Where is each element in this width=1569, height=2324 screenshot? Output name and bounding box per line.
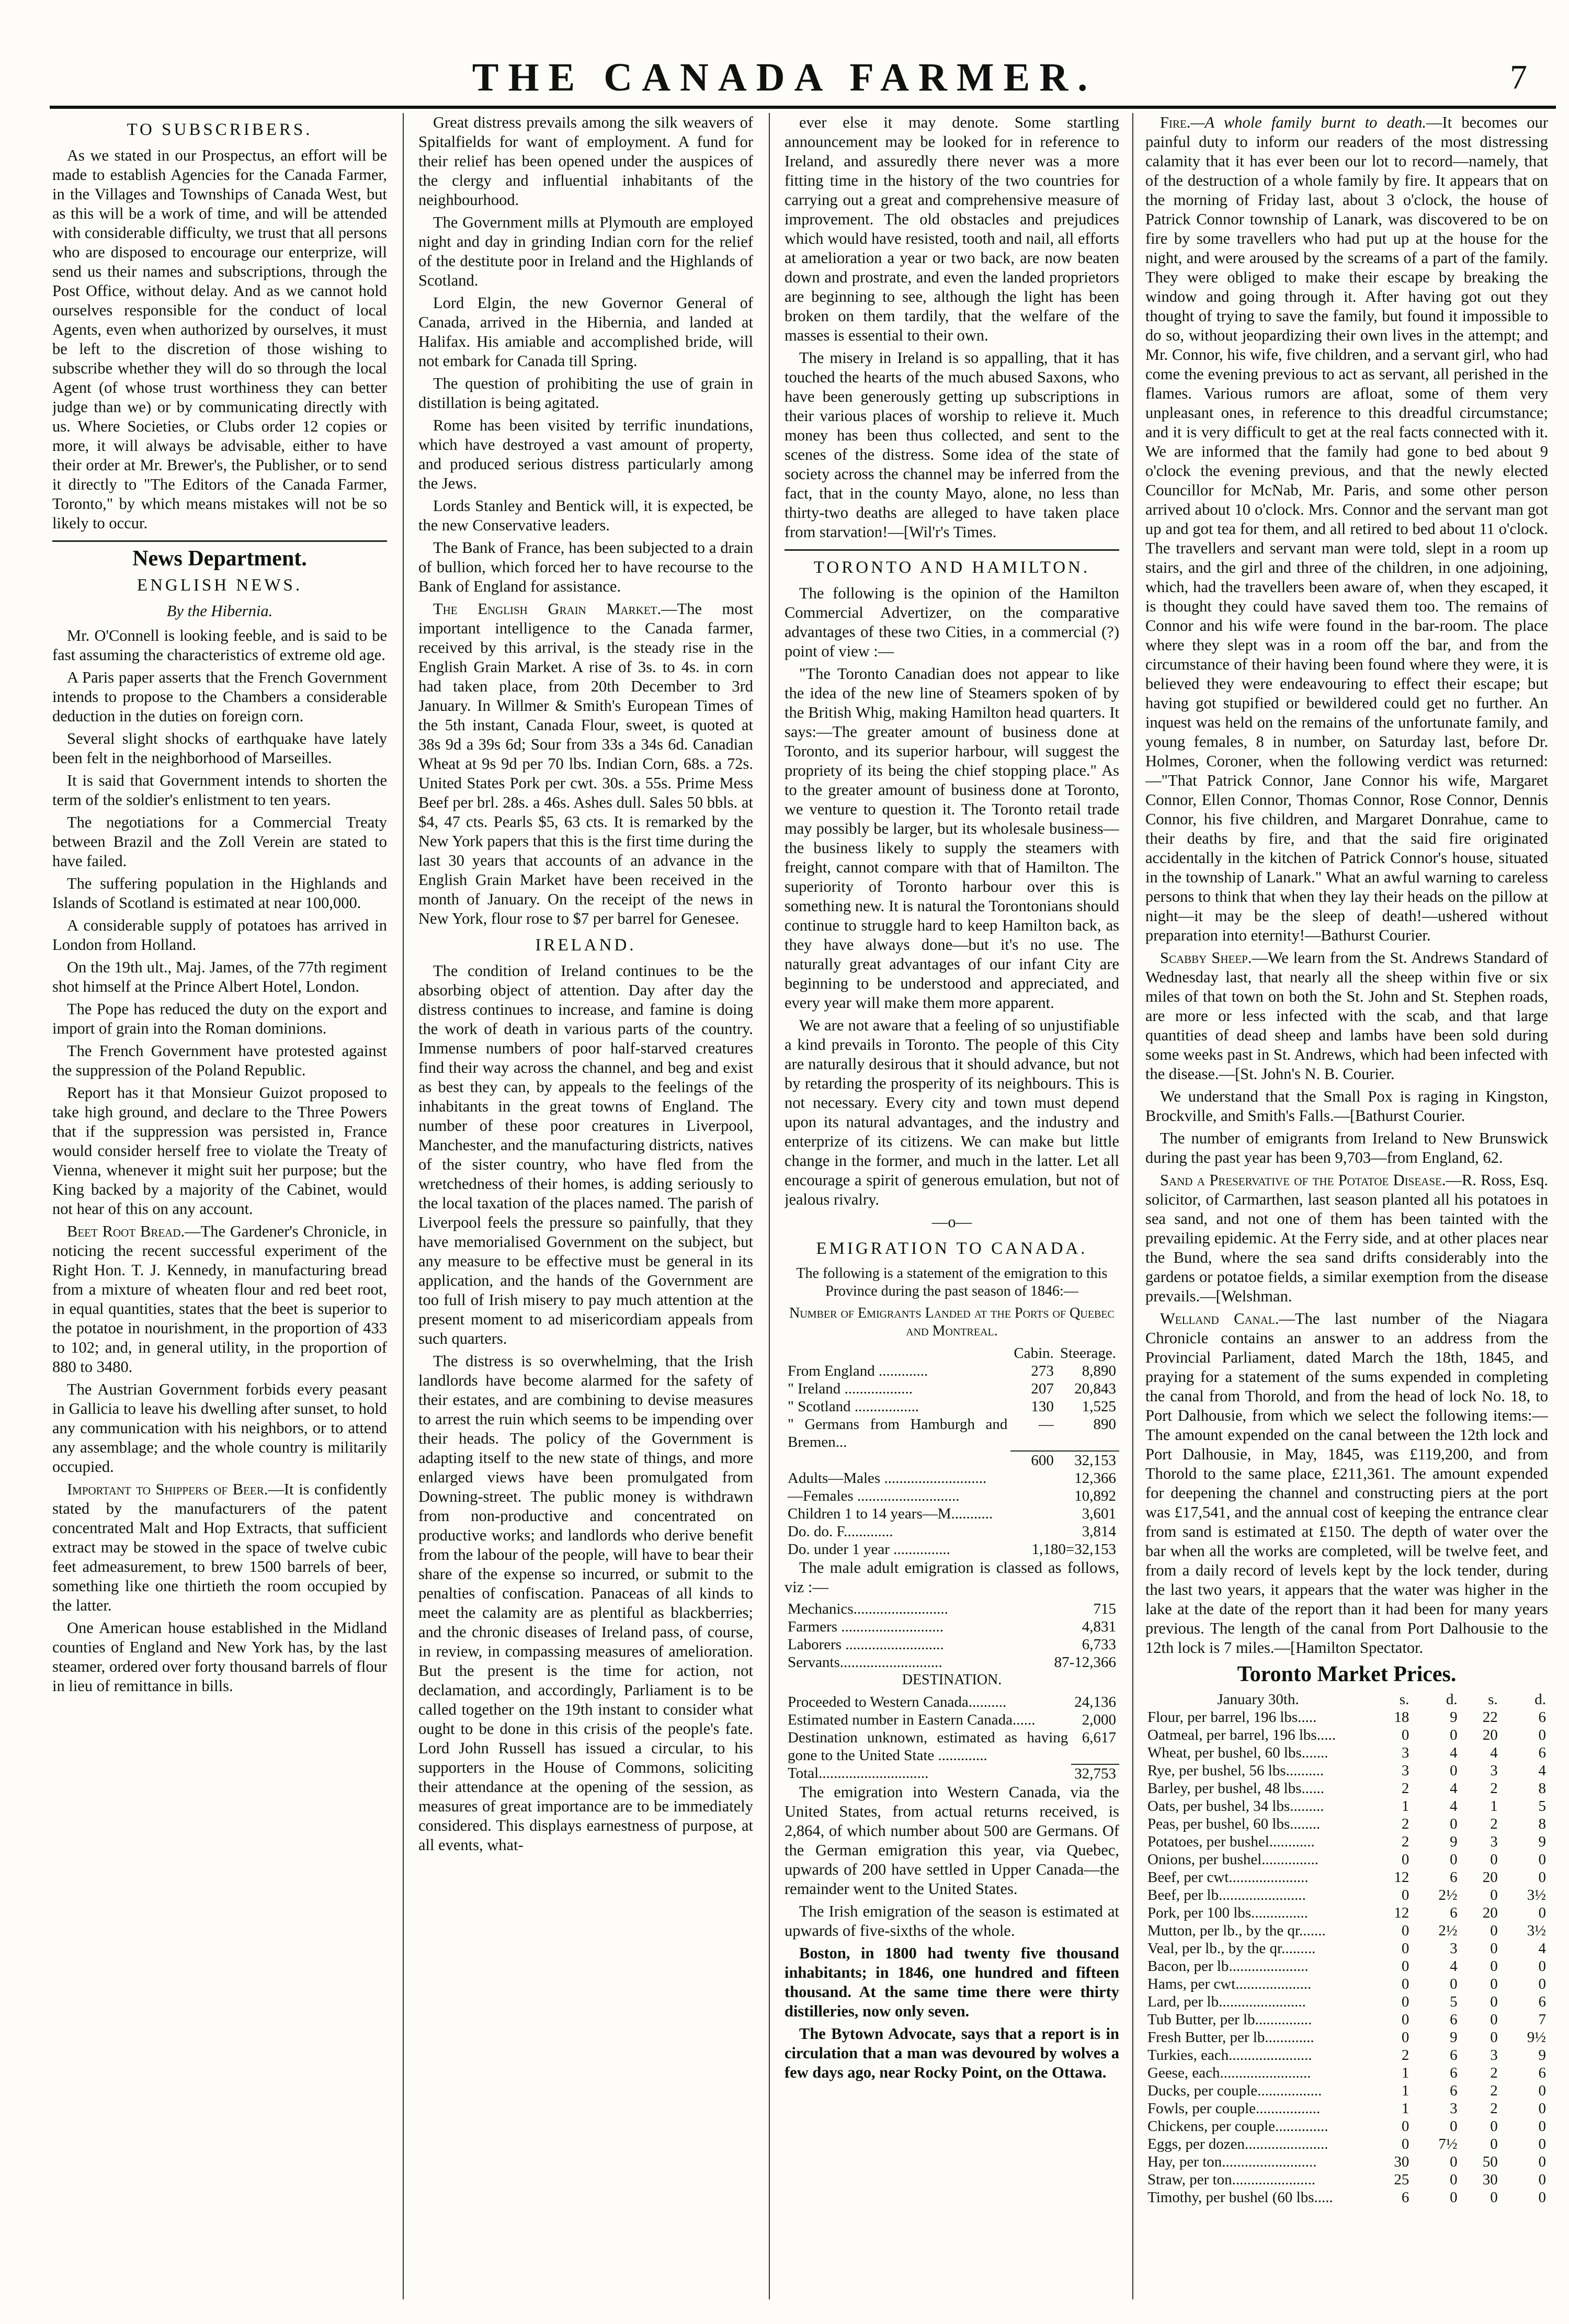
price-item: Fowls, per couple................. [1147,2100,1321,2117]
table-row: Mechanics......................... 715 [788,1601,1116,1617]
price-value: 5 [1450,1993,1458,2010]
price-value: 3½ [1527,1887,1546,1903]
beet-root-title: Beet Root Bread. [67,1222,185,1240]
price-item: Geese, each........................ [1147,2065,1311,2081]
table-row: —Females ........................... 10,892 [788,1488,1116,1504]
price-value: 4 [1450,1744,1458,1761]
emigration-intro: The following is a statement of the emigration to this Province during the past season of 1846:— [796,1265,1108,1299]
column-4 [1145,113,1548,2206]
price-value: 6 [1450,1869,1458,1886]
price-item: Beef, per lb....................... [1147,1887,1306,1903]
price-value: 4 [1490,1744,1498,1761]
masthead [0,0,1569,99]
table-row [1145,1940,1548,1957]
table-row [1145,1762,1548,1779]
fire-text: —It becomes our painful duty to inform our readers of the most distressing calamity that it has ever been our lot to record—namely, that of the destruction of a whole family by fire. It appears that on the morning of Friday last, about 3 o'clock, the house of Patrick Connor township of Lanark, was discovered to be on fire by some travellers who had put up at the house for the night, and were aroused by the screams of a part of the family. They were obliged to make their escape by breaking the window and going through it. After having got out they thought of trying to save the family, but found it impossible to do so, without jeopardizing their own lives in the attempt; and Mr. Connor, his wife, five children, and a servant girl, who had come the evening previous to act as servant, all perished in the flames. Various rumors are afloat, some of them very unpleasant ones, in reference to this dreadful circumstance; and it is very difficult to get at the real facts connected with it. We are informed that the family had gone to bed about 9 o'clock the evening previous, and that the newly elected Councillor for McNab, Mr. Paris, and some other person arrived about 10 o'clock. Mrs. Connor and the servant man got up and got tea for them, and all retired to bed about 11 o'clock. The travellers and servant man were told, slept in a room up stairs, and the girl and three of the children, in one adjoining, which, had the travellers been aware of, when they escaped, it is thought they could have saved them too. The remains of Connor and his wife were found in the bar-room. The place where they slept was in a room off the bar, and from the circumstance of their having been found where they were, it is believed they were endeavouring to effect their escape; but having got stupified or bewildered could get no further. An inquest was held on the remains of the unfortunate family, and young females, 8 in number, on Saturday last, before Dr. Holmes, Coroner, when the following verdict was returned:—"That Patrick Connor, Jane Connor his wife, Margaret Connor, Ellen Connor, Thomas Connor, Rose Connor, Dennis Connor, his five children, and Margaret Donrahue, came to their deaths by fire, and that the said fire originated accidentally in the kitchen of Patrick Connor's house, situated in the township of Lanark." What an awful warning to careless persons to think that when they lay their heads on the pillow at night—it may be the sleep of death!—ushered without preparation into eternity!—Bathurst Courier. [1145,114,1548,944]
welland-canal-title: Welland Canal. [1160,1310,1279,1328]
price-value: 8 [1538,1816,1546,1832]
table-row [1145,2082,1548,2100]
table-row: Destination unknown, estimated as having gone to the United State ............. 6,617 [788,1729,1116,1764]
ireland-paragraph: The distress is so overwhelming, that the Irish landlords have become alarmed for the safety of their estates, and are combining to devise measures to arrest the ruin which seems to be impending over their heads. The policy of the Government is adapting itself to the new state of things, and more enlarged views have been promulgated from Downing-street. The public money is withdrawn from non-productive and concentrated on productive works; and landlords who derive benefit from the labour of the people, will have to bear their share of the expense so incurred, or submit to the penalties of confiscation. Panaceas of all kinds to meet the calamity are as plentiful as blackberries; and the chronic diseases of Ireland pass, of course, in review, in compassing measures of amelioration. But the present is the time for action, not declamation, and accordingly, Parliament is to be called together on the 19th instant to consider what ought to be done in this crisis of the people's fate. Lord John Russell has issued a circular, to his supporters in the House of Commons, soliciting their attendance at the opening of the session, as measures of great importance are to be immediately considered. This displays earnestness of purpose, at all events, what- [418,1352,753,1854]
news-item: On the 19th ult., Maj. James, of the 77th regiment shot himself at the Prince Albert Hotel, London. [52,958,387,995]
beet-root-article [52,1222,387,1377]
price-value: 4 [1538,1762,1546,1779]
table-header-row [784,1344,1119,1362]
price-value: 0 [1538,1958,1546,1975]
section-divider: —o— [931,1213,972,1231]
price-value: 0 [1490,2118,1498,2135]
price-value: 6 [1538,1709,1546,1726]
price-value: 0 [1401,1727,1409,1743]
news-item: The Pope has reduced the duty on the export and import of grain into the Roman dominions. [52,1000,387,1037]
price-value: 2 [1490,2065,1498,2081]
shippers-title: Important to Shippers of Beer. [67,1480,268,1498]
column-divider [769,113,770,2299]
subscribers-text: As we stated in our Prospectus, an effort will be made to establish Agencies for the Canada Farmer, in the Villages and Townships of Canada West, but as this will be a work of time, and will be attended with considerable difficulty, we trust that all persons who are disposed to encourage our enterprize, will send us their names and subscriptions, through the Post Office, without delay. And as we cannot hold ourselves responsible for the conduct of local Agents, even when authorized by ourselves, it must be left to the discretion of those wishing to subscribe whether they will do so through the local Agent (of whose trust worthiness they can better judge than we) or by communicating directly with us. Where Societies, or Clubs order 12 copies or more, it will always be advisable, either to have their order at Mr. Brewer's, the Publisher, or to send it directly to "The Editors of the Canada Farmer, Toronto," by which means mistakes will not be so likely to occur. [52,146,387,532]
price-item: Potatoes, per bushel............ [1147,1833,1315,1850]
price-value: 0 [1401,1993,1409,2010]
price-value: 2½ [1438,1922,1458,1939]
price-value: 2 [1401,2047,1409,2064]
table-row [1145,1904,1548,1922]
shippers-article [52,1480,387,1615]
price-value: 0 [1490,1922,1498,1939]
column-1 [52,113,387,1699]
price-value: 1 [1401,2065,1409,2081]
table-row: Do. do. F............. 3,814 [788,1523,1116,1540]
table-header-row: January 30th. s. d. s. d. [1145,1691,1548,1708]
price-value: 0 [1450,2118,1458,2135]
price-item: Bacon, per lb..................... [1147,1958,1309,1975]
emigration-paragraph: The Irish emigration of the season is estimated at upwards of five-sixths of the whole. [784,1902,1119,1940]
table-row [1145,1957,1548,1975]
price-value: 0 [1538,1727,1546,1743]
price-item: Barley, per bushel, 48 lbs...... [1147,1780,1325,1797]
table-row [1145,1851,1548,1868]
price-value: 0 [1490,1993,1498,2010]
price-value: 2 [1490,1780,1498,1797]
price-value: 0 [1450,2153,1458,2170]
price-value: 2 [1401,1780,1409,1797]
price-value: 1 [1401,2100,1409,2117]
price-item: Veal, per lb., by the qr......... [1147,1940,1316,1957]
price-value: 0 [1538,2171,1546,2188]
price-value: 2 [1490,2100,1498,2117]
table-row [1145,1833,1548,1851]
price-item: Ducks, per couple................. [1147,2082,1322,2099]
ireland-continued: The misery in Ireland is so appalling, that it has touched the hearts of the much abused Saxons, who have been generously getting up subscriptions in their various places of worship to relieve it. Much money has been thus collected, and sent to the scenes of the distress. Some idea of the state of society across the channel may be inferred from the fact, that in the county Mayo, alone, no less than thirty-two deaths are alleged to have taken place from starvation!—[Wil'r's Times. [784,349,1119,541]
price-value: 6 [1450,2082,1458,2099]
price-value: 6 [1538,1993,1546,2010]
fire-article [1145,113,1548,945]
grain-market-article [418,599,753,928]
price-item: Chickens, per couple.............. [1147,2118,1328,2135]
price-value: 0 [1490,1976,1498,1992]
price-value: 0 [1450,1976,1458,1992]
price-value: 3 [1490,2047,1498,2064]
table-row: " Ireland .................. 207 20,843 [788,1380,1116,1397]
newspaper-title: THE CANADA FARMER. [472,55,1097,99]
english-news-heading: ENGLISH NEWS. [137,576,303,595]
price-value: 0 [1490,2136,1498,2152]
price-value: 0 [1490,1851,1498,1868]
news-item: Report has it that Monsieur Guizot proposed to take high ground, and declare to the Three Powers that if the suppression was persisted in, France would consider herself free to violate the Treaty of Vienna, whenever it might suit her purpose; but the King backed by a majority of the Cabinet, would not hear of this on any account. [52,1084,387,1218]
price-value: 7 [1538,2011,1546,2028]
subscribers-heading: TO SUBSCRIBERS. [127,120,313,139]
price-item: Hay, per ton......................... [1147,2153,1317,2170]
table-row: Proceeded to Western Canada.......... 24,136 [788,1694,1116,1710]
price-value: 50 [1482,2153,1498,2170]
occupation-table [784,1600,1119,1671]
price-value: 6 [1401,2189,1409,2206]
price-value: 20 [1482,1727,1498,1743]
price-value: 0 [1401,1887,1409,1903]
price-item: Rye, per bushel, 56 lbs.......... [1147,1762,1324,1779]
table-row [1145,2117,1548,2135]
fire-subtitle: —A whole family burnt to death. [1190,114,1427,131]
news-item: The suffering population in the Highlands and Islands of Scotland is estimated at near 100,000. [52,875,387,912]
price-value: 0 [1490,2189,1498,2206]
table-row [1145,1886,1548,1904]
table-row: From England ............. 273 8,890 [788,1363,1116,1379]
table-row [1145,1779,1548,1797]
market-prices-heading: Toronto Market Prices. [1237,1662,1457,1686]
welland-canal-article [1145,1309,1548,1658]
price-value: 9½ [1527,2029,1546,2046]
ireland-continued: ever else it may denote. Some startling announcement may be looked for in reference to Ireland, and assuredly there never was a more fitting time in the history of the two countries for carrying out a great and comprehensive measure of improvement. The old obstacles and prejudices which would have resisted, tooth and nail, all efforts at amelioration a year or two back, are now beaten down and prostrate, and even the landed proprietors are beginning to see, although the light has been broken on them tardily, that the welfare of the masses is essential to their own. [784,114,1119,344]
table-row: " Germans from Hamburgh and Bremen... — 890 [788,1416,1116,1450]
price-value: 1 [1401,2082,1409,2099]
price-value: 0 [1538,1976,1546,1992]
table-row [1145,2100,1548,2117]
price-value: 2½ [1438,1887,1458,1903]
emigration-table [784,1344,1119,1469]
toronto-paragraph: "The Toronto Canadian does not appear to like the idea of the new line of Steamers spoken of by the British Whig, making Hamilton head quarters. It says:—The greater amount of business done at Toronto, and its superior harbour, will suggest the propriety of its being the chief stopping place." As to the greater amount of business done at Toronto, we venture to question it. The Toronto retail trade may possibly be larger, but its wholesale business—the business likely to supply the steamers with freight, cannot compare with that of Hamilton. The superiority of Toronto harbour over this is something new. It is natural the Torontonians should continue to struggle hard to keep Hamilton back, as they have always done—but it's no use. The naturally great advantages of our infant City are beginning to be understood and appreciated, and every year will make them more apparent. [784,665,1119,1012]
small-pox-item: We understand that the Small Pox is raging in Kingston, Brockville, and Smith's Falls.—[Bathurst Courier. [1145,1087,1548,1125]
price-value: 25 [1394,2171,1409,2188]
price-value: 0 [1538,1851,1546,1868]
price-value: 9 [1538,2047,1546,2064]
price-value: 12 [1394,1869,1409,1886]
price-item: Hams, per cwt.................... [1147,1976,1312,1992]
table-row [1145,2028,1548,2046]
price-value: 0 [1490,1958,1498,1975]
table-row [1145,1922,1548,1940]
price-value: 0 [1490,1887,1498,1903]
price-item: Beef, per cwt..................... [1147,1869,1309,1886]
price-value: 0 [1401,1922,1409,1939]
table-row: Farmers ........................... 4,831 [788,1618,1116,1635]
price-value: 0 [1490,1940,1498,1957]
news-item: Several slight shocks of earthquake have lately been felt in the neighborhood of Marseilles. [52,730,387,767]
price-value: 3 [1450,1940,1458,1957]
price-item: Lard, per lb....................... [1147,1993,1306,2010]
table-row [1145,2189,1548,2206]
austrian-item: The Austrian Government forbids every peasant in Gallicia to leave his dwelling after sunset, to hold any communication with his neighbors, or to attend any assemblage; and the whole country is militarily occupied. [52,1380,387,1476]
ireland-paragraph: The condition of Ireland continues to be the absorbing object of attention. Day after day the distress continues to increase, and famine is doing the work of death in various parts of the country. Immense numbers of poor half-starved creatures find their way across the channel, and beg and exist as best they can, by appeals to the feelings of the inhabitants in the great towns of England. The number of these poor creatures in Liverpool, Manchester, and the manufacturing districts, natives of the sister country, who have fled from the wretchedness of their homes, is adding seriously to the local taxation of the places named. The parish of Liverpool feels the pressure so painfully, that they have memorialised Government on the subject, but any measure to be effective must be general in its application, and the hands of the Government are too full of Irish misery to pay much attention at the present moment to ad misericordiam appeals from such quarters. [418,962,753,1347]
price-value: 2 [1401,1833,1409,1850]
price-value: 0 [1450,1727,1458,1743]
wolves-item: The Bytown Advocate, says that a report is in circulation that a man was devoured by wolves a few days ago, near Rocky Point, on the Ottawa. [784,2025,1119,2081]
price-value: 0 [1401,2118,1409,2135]
price-value: 3 [1490,1762,1498,1779]
sand-title: Sand a Preservative of the Potatoe Disease. [1160,1171,1446,1189]
table-row: Laborers .......................... 6,733 [788,1636,1116,1653]
price-item: Pork, per 100 lbs............... [1147,1904,1308,1921]
table-row [1145,1868,1548,1886]
news-item: A Paris paper asserts that the French Government intends to propose to the Chambers a considerable deduction in the duties on foreign corn. [52,668,387,725]
price-item: Mutton, per lb., by the qr....... [1147,1922,1326,1939]
news-paragraph: The question of prohibiting the use of grain in distillation is being agitated. [418,375,753,412]
table-row [1145,1708,1548,1726]
price-value: 2 [1490,1816,1498,1832]
demographics-table [784,1469,1119,1558]
grain-market-title: The English Grain Market. [433,600,662,618]
price-value: 20 [1482,1904,1498,1921]
price-item: Eggs, per dozen...................... [1147,2136,1328,2152]
price-value: 6 [1450,2047,1458,2064]
column-divider [1132,113,1133,2299]
price-value: 0 [1538,2100,1546,2117]
table-total-row: 600 32,153 [784,1451,1119,1469]
price-item: Peas, per bushel, 60 lbs........ [1147,1816,1321,1832]
market-date: January 30th. [1217,1691,1299,1708]
price-value: 30 [1394,2153,1409,2170]
price-value: 3½ [1527,1922,1546,1939]
column-divider [403,113,404,2299]
emigration-subtitle: Number of Emigrants Landed at the Ports of Quebec and Montreal. [789,1305,1115,1339]
table-row: " Scotland ................. 130 1,525 [788,1398,1116,1415]
price-value: 0 [1450,1851,1458,1868]
price-value: 0 [1538,2189,1546,2206]
news-paragraph: The Government mills at Plymouth are employed night and day in grinding Indian corn for the relief of the destitute poor in Ireland and the Highlands of Scotland. [418,213,753,289]
price-value: 6 [1450,2011,1458,2028]
price-value: 0 [1538,2136,1546,2152]
price-value: 7½ [1438,2136,1458,2152]
steerage-header: Steerage. [1060,1345,1116,1362]
column-2 [418,113,753,1858]
price-value: 3 [1401,1762,1409,1779]
price-value: 0 [1538,2082,1546,2099]
price-value: 0 [1538,1904,1546,1921]
scabby-sheep-title: Scabby Sheep. [1160,949,1252,967]
price-value: 2 [1490,2082,1498,2099]
news-item: A considerable supply of potatoes has arrived in London from Holland. [52,916,387,954]
table-row [1145,2153,1548,2171]
table-row [1145,1726,1548,1744]
price-value: 18 [1394,1709,1409,1726]
table-row [1145,1815,1548,1833]
section-rule [52,540,387,542]
news-paragraph: Great distress prevails among the silk weavers of Spitalfields for want of employment. A fund for their relief has been opened under the auspices of the clergy and influential inhabitants of the neighbourhood. [418,114,753,209]
price-value: 4 [1538,1940,1546,1957]
table-row [1145,2011,1548,2028]
welland-canal-text: —The last number of the Niagara Chronicle contains an answer to an address from the Provincial Parliament, dated March the 18th, 1845, and praying for a statement of the sums expended in completing the canal from Thorold, and from the head of lock No. 18, to Port Dalhousie, from which we select the following items:—The amount expended on the canal between the 12th lock and Port Dalhousie, in May, 1845, was £119,200, and from Thorold to the same place, £211,361. The amount expended for deepening the channel and constructing piers at the port was £17,541, and the annual cost of keeping the entrance clear from sand is estimated at £150. The depth of water over the bar when all the works are completed, will be twelve feet, and from a daily record of levels kept by the lock tender, during the last two years, it appears that the water was higher in the lake at the date of the report than it had been for many years previous. The length of the canal from Port Dalhousie to the 12th lock is 7 miles.—[Hamilton Spectator. [1145,1310,1548,1657]
price-value: 3 [1401,1744,1409,1761]
table-row [1145,1975,1548,1993]
price-value: 0 [1401,1851,1409,1868]
price-item: Wheat, per bushel, 60 lbs....... [1147,1744,1328,1761]
price-item: Turkies, each...................... [1147,2047,1312,2064]
price-item: Oats, per bushel, 34 lbs......... [1147,1798,1324,1815]
table-row: Estimated number in Eastern Canada...... 2,000 [788,1711,1116,1728]
english-news-byline: By the Hibernia. [166,602,273,620]
table-row [1145,2135,1548,2153]
price-value: 12 [1394,1904,1409,1921]
grain-market-text: —The most important intelligence to the Canada farmer, received by this arrival, is the steady rise in the English Grain Market. A rise of 3s. to 4s. in corn had taken place, from 20th December to 3rd January. In Willmer & Smith's European Times of the 5th instant, Canada Flour, sweet, is quoted at 38s 9d a 39s 6d; Sour from 33s a 34s 6d. Canadian Wheat at 9s 9d per 70 lbs. Indian Corn, 68s. a 72s. United States Pork per cwt. 30s. a 55s. Prime Mess Beef per brl. 28s. a 46s. Ashes dull. Sales 50 bbls. at $4, 47 cts. Pearls $5, 63 cts. It is remarked by the New York papers that this is the first time during the last 30 years that accounts of an advance in the English Grain Market have been received in the month of January. On the receipt of the news in New York, flour rose to $7 per barrel for Genesee. [418,600,753,927]
emigration-heading: EMIGRATION TO CANADA. [816,1239,1088,1258]
table-total-row: Total............................. 32,753 [784,1764,1119,1783]
news-paragraph: Rome has been visited by terrific inundations, which have destroyed a vast amount of property, and produced serious distress particularly among the Jews. [418,416,753,492]
table-row: Children 1 to 14 years—M........... 3,601 [788,1505,1116,1522]
ireland-heading: IRELAND. [535,936,636,955]
news-item: The negotiations for a Commercial Treaty between Brazil and the Zoll Verein are stated to have failed. [52,813,387,870]
shippers-text: —It is confidently stated by the manufacturers of the patent concentrated Malt and Hop Extracts, that sufficient extract may be stowed in the space of twelve cubic feet admeasurement, to brew 1500 barrels of beer, something like one thirtieth the room occupied by the latter. [52,1480,387,1614]
american-house-item: One American house established in the Midland counties of England and New York has, by the last steamer, ordered over forty thousand barrels of flour in lieu of remittance in bills. [52,1619,387,1695]
news-paragraph: The Bank of France, has been subjected to a drain of bullion, which forced her to have recourse to the Bank of England for assistance. [418,539,753,595]
price-value: 6 [1450,2065,1458,2081]
price-value: 9 [1450,1709,1458,1726]
price-value: 0 [1401,1940,1409,1957]
price-value: 5 [1538,1798,1546,1815]
price-value: 6 [1538,2065,1546,2081]
price-value: 0 [1538,2118,1546,2135]
price-value: 0 [1401,2136,1409,2152]
price-item: Fresh Butter, per lb............. [1147,2029,1314,2046]
price-item: Onions, per bushel............... [1147,1851,1319,1868]
masthead-rule [50,106,1556,109]
cabin-header: Cabin. [1014,1345,1054,1362]
price-value: 3 [1490,1833,1498,1850]
toronto-paragraph: The following is the opinion of the Hamilton Commercial Advertizer, on the comparative advantages of these two Cities, in a commercial (?) point of view :— [784,584,1119,660]
price-value: 0 [1490,2029,1498,2046]
section-rule [784,549,1119,551]
boston-item: Boston, in 1800 had twenty five thousand inhabitants; in 1846, one hundred and fifteen thousand. At the same time there were thirty distilleries, now only seven. [784,1944,1119,2020]
price-value: 9 [1450,2029,1458,2046]
price-value: 6 [1450,1904,1458,1921]
price-value: 4 [1450,1958,1458,1975]
table-row [1145,1993,1548,2011]
fire-title: Fire. [1160,114,1191,131]
news-paragraph: Lord Elgin, the new Governor General of Canada, arrived in the Hibernia, and landed at Halifax. His amiable and accomplished bride, will not embark for Canada till Spring. [418,294,753,370]
price-value: 0 [1401,1958,1409,1975]
price-value: 30 [1482,2171,1498,2188]
emigration-paragraph: The emigration into Western Canada, via the United States, from actual returns received, is 2,864, of which number about 500 are Germans. Of the German emigration this year, via Quebec, upwards of 200 have settled in Upper Canada—the remainder went to the United States. [784,1783,1119,1898]
table-row [1145,1797,1548,1815]
news-item: The French Government have protested against the suppression of the Poland Republic. [52,1042,387,1079]
price-value: 0 [1450,2189,1458,2206]
price-value: 0 [1401,1976,1409,1992]
table-row [1145,1744,1548,1762]
price-value: 0 [1401,2029,1409,2046]
table-row [1145,2171,1548,2189]
price-value: 0 [1450,1816,1458,1832]
toronto-paragraph: We are not aware that a feeling of so unjustifiable a kind prevails in Toronto. The people of this City are naturally desirous that it should advance, but not by retarding the prosperity of its neighbours. This is not necessary. Every city and town must depend upon its natural advantages, and the industry and enterprize of its citizens. We can make but little change in the former, and much in the latter. Let all encourage a spirit of generous emulation, but not of jealous rivalry. [784,1016,1119,1208]
male-adult-intro: The male adult emigration is classed as follows, viz :— [784,1559,1119,1596]
price-value: 8 [1538,1780,1546,1797]
price-value: 22 [1482,1709,1498,1726]
destination-table [784,1693,1119,1783]
news-department-heading: News Department. [132,547,307,571]
sand-text: —R. Ross, Esq. solicitor, of Carmarthen, last season planted all his potatoes in sea sand, and not one of them has been tainted with the prevailing epidemic. At the Ferry side, and at other places near the Bund, where the sea sand drifts considerably into the gardens or potatoe fields, a similar exemption from the disease prevails.—[Welshman. [1145,1171,1548,1305]
scabby-sheep-text: —We learn from the St. Andrews Standard of Wednesday last, that nearly all the sheep within five or six miles of that town on both the St. John and St. Stephen roads, are more or less infected with the scab, and that large quantities of dead sheep and lambs have been sold during some weeks past in St. Andrews, which had been infected with the disease.—[St. John's N. B. Courier. [1145,949,1548,1083]
price-value: 0 [1450,1762,1458,1779]
table-row: Servants........................... 87-12,366 [788,1654,1116,1671]
price-value: 1 [1490,1798,1498,1815]
table-row [1145,2046,1548,2064]
price-value: 0 [1538,1869,1546,1886]
beet-root-text: —The Gardener's Chronicle, in noticing the recent successful experiment of the Right Hon. T. J. Kennedy, in manufacturing bread from a mixture of wheaten flour and red beet root, in equal quantities, states that the beet is superior to the potatoe in nourishment, in the proportion of 433 to 102; and, in general utility, in the proportion of 880 to 3480. [52,1222,387,1376]
price-value: 0 [1450,2171,1458,2188]
emigrants-item: The number of emigrants from Ireland to New Brunswick during the past year has been 9,703—from England, 62. [1145,1129,1548,1166]
news-paragraph: Lords Stanley and Bentick will, it is expected, be the new Conservative leaders. [418,497,753,534]
page-number: 7 [1510,58,1527,96]
sand-article [1145,1171,1548,1306]
price-value: 9 [1538,1833,1546,1850]
price-item: Timothy, per bushel (60 lbs..... [1147,2189,1333,2206]
price-value: 2 [1401,1816,1409,1832]
news-item: It is said that Government intends to shorten the term of the soldier's enlistment to ten years. [52,772,387,809]
price-item: Straw, per ton...................... [1147,2171,1316,2188]
column-3 [784,113,1119,2085]
price-item: Flour, per barrel, 196 lbs..... [1147,1709,1317,1726]
price-value: 0 [1538,2153,1546,2170]
price-value: 9 [1450,1833,1458,1850]
price-value: 6 [1538,1744,1546,1761]
price-item: Oatmeal, per barrel, 196 lbs..... [1147,1727,1336,1743]
price-value: 3 [1450,2100,1458,2117]
news-item: Mr. O'Connell is looking feeble, and is said to be fast assuming the characteristics of extreme old age. [52,627,387,664]
price-value: 0 [1490,2011,1498,2028]
price-value: 20 [1482,1869,1498,1886]
table-row [1145,2064,1548,2082]
price-value: 1 [1401,1798,1409,1815]
price-value: 4 [1450,1780,1458,1797]
market-prices-table [1145,1691,1548,2206]
scabby-sheep-article [1145,948,1548,1084]
table-row: Do. under 1 year ............... 1,180=32,153 [788,1541,1116,1558]
destination-heading: DESTINATION. [902,1672,1002,1688]
price-value: 0 [1401,2011,1409,2028]
price-item: Tub Butter, per lb............... [1147,2011,1312,2028]
price-value: 4 [1450,1798,1458,1815]
table-row: Adults—Males ........................... 12,366 [788,1470,1116,1487]
toronto-hamilton-heading: TORONTO AND HAMILTON. [813,558,1090,577]
